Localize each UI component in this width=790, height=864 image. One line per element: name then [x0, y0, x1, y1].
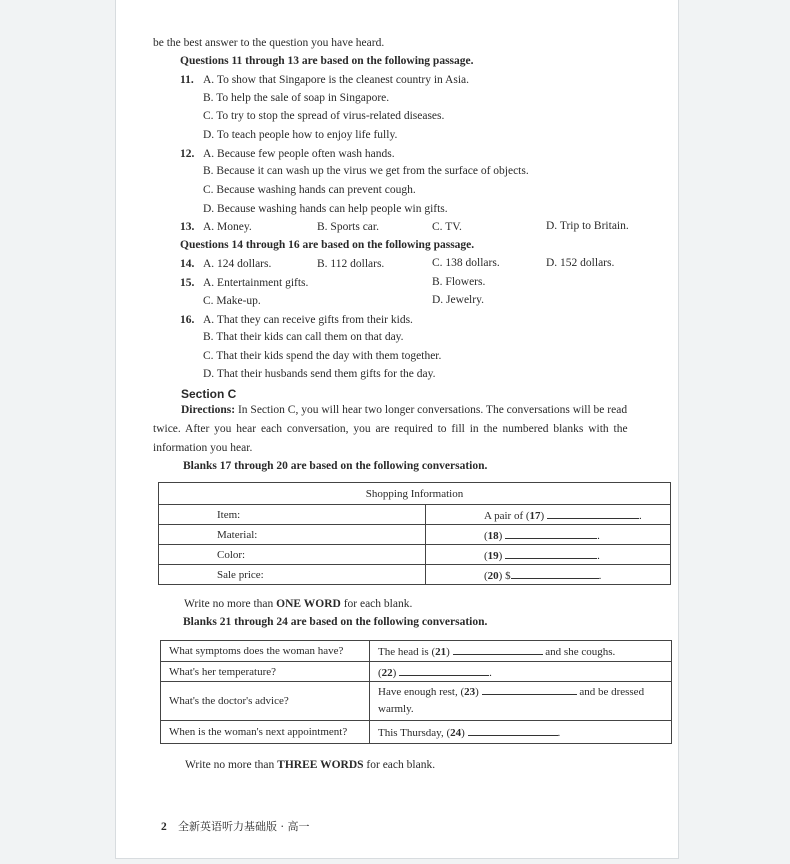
q12-option-a: A. Because few people often wash hands.	[203, 148, 395, 160]
blank-23[interactable]	[482, 684, 577, 695]
answer-cell: This Thursday, (24) .	[370, 721, 672, 744]
q12-option-c: C. Because washing hands can prevent cough.	[203, 184, 416, 196]
group2-heading: Questions 14 through 16 are based on the following passage.	[180, 239, 475, 251]
question-cell: What symptoms does the woman have?	[161, 641, 370, 662]
table-row	[161, 641, 672, 662]
q13-number: 13.	[180, 221, 195, 233]
q15-number: 15.	[180, 277, 195, 289]
table-row	[161, 721, 672, 744]
q11-option-c: C. To try to stop the spread of virus-related diseases.	[203, 110, 445, 122]
section-c-heading: Section C	[181, 387, 237, 401]
q16-number: 16.	[180, 314, 195, 326]
directions-line-1	[181, 403, 627, 417]
table-row	[161, 682, 672, 721]
blanks2-heading: Blanks 21 through 24 are based on the following conversation.	[183, 616, 488, 628]
conversation-table	[160, 640, 672, 744]
q13-option-a: A. Money.	[203, 221, 252, 233]
q11-number: 11.	[180, 74, 194, 86]
intro-line: be the best answer to the question you have heard.	[153, 37, 385, 49]
directions-line-3: information you hear.	[153, 442, 253, 454]
q12-option-d: D. Because washing hands can help people win gifts.	[203, 203, 448, 215]
q11-option-b: B. To help the sale of soap in Singapore.	[203, 92, 390, 104]
question-cell: What's the doctor's advice?	[161, 682, 370, 721]
answer-cell: (19) .	[426, 545, 671, 565]
q12-option-b: B. Because it can wash up the virus we get from the surface of objects.	[203, 165, 529, 177]
blank-18[interactable]	[505, 528, 597, 539]
q11-option-d: D. To teach people how to enjoy life fully.	[203, 129, 398, 141]
q16-option-b: B. That their kids can call them on that day.	[203, 331, 404, 343]
q15-option-c: C. Make-up.	[203, 295, 261, 307]
row-label: Material:	[159, 525, 426, 545]
page-number: 2	[161, 821, 167, 833]
table-row	[159, 565, 671, 585]
blank-20[interactable]	[511, 568, 599, 579]
q14-option-a: A. 124 dollars.	[203, 258, 272, 270]
q16-option-c: C. That their kids spend the day with them together.	[203, 350, 442, 362]
note-three-words: Write no more than THREE WORDS for each blank.	[185, 759, 436, 771]
q15-option-d: D. Jewelry.	[432, 294, 484, 306]
q14-number: 14.	[180, 258, 195, 270]
book-title: 全新英语听力基础版 · 高一	[178, 820, 310, 833]
table-title: Shopping Information	[159, 483, 671, 505]
answer-cell: (22) .	[370, 662, 672, 682]
note-one-word: Write no more than ONE WORD for each blank.	[184, 598, 413, 610]
q12-number: 12.	[180, 148, 195, 160]
answer-cell: The head is (21) and she coughs.	[370, 641, 672, 662]
answer-cell: (18) .	[426, 525, 671, 545]
q15-option-a: A. Entertainment gifts.	[203, 277, 309, 289]
q13-option-c: C. TV.	[432, 221, 462, 233]
blank-24[interactable]	[468, 725, 558, 736]
directions-line-2: twice. After you hear each conversation, you are required to fill in the numbered blanks with the	[153, 423, 628, 435]
q16-option-a: A. That they can receive gifts from their kids.	[203, 314, 413, 326]
answer-cell: (20) $ .	[426, 565, 671, 585]
q14-option-d: D. 152 dollars.	[546, 257, 615, 269]
table-row	[159, 505, 671, 525]
question-cell: When is the woman's next appointment?	[161, 721, 370, 744]
directions-text: In Section C, you will hear two longer conversations. The conversations will be read	[235, 404, 628, 416]
question-cell: What's her temperature?	[161, 662, 370, 682]
row-label: Color:	[159, 545, 426, 565]
table-row	[159, 545, 671, 565]
answer-cell: Have enough rest, (23) and be dressed warmly.	[370, 682, 672, 721]
answer-cell: A pair of (17) .	[426, 505, 671, 525]
row-label: Item:	[159, 505, 426, 525]
q14-option-b: B. 112 dollars.	[317, 258, 385, 270]
table-row	[161, 662, 672, 682]
blank-17[interactable]	[547, 508, 639, 519]
blank-22[interactable]	[399, 665, 489, 676]
q14-option-c: C. 138 dollars.	[432, 257, 500, 269]
row-label: Sale price:	[159, 565, 426, 585]
table-row	[159, 525, 671, 545]
blank-21[interactable]	[453, 644, 543, 655]
q15-option-b: B. Flowers.	[432, 276, 486, 288]
blanks1-heading: Blanks 17 through 20 are based on the following conversation.	[183, 460, 488, 472]
q11-option-a: A. To show that Singapore is the cleanest country in Asia.	[203, 74, 469, 86]
group1-heading: Questions 11 through 13 are based on the following passage.	[180, 55, 474, 67]
q13-option-b: B. Sports car.	[317, 221, 379, 233]
directions-label: Directions:	[181, 404, 236, 416]
q16-option-d: D. That their husbands send them gifts for the day.	[203, 368, 436, 380]
blank-19[interactable]	[505, 548, 597, 559]
q13-option-d: D. Trip to Britain.	[546, 220, 629, 232]
shopping-info-table	[158, 482, 671, 585]
